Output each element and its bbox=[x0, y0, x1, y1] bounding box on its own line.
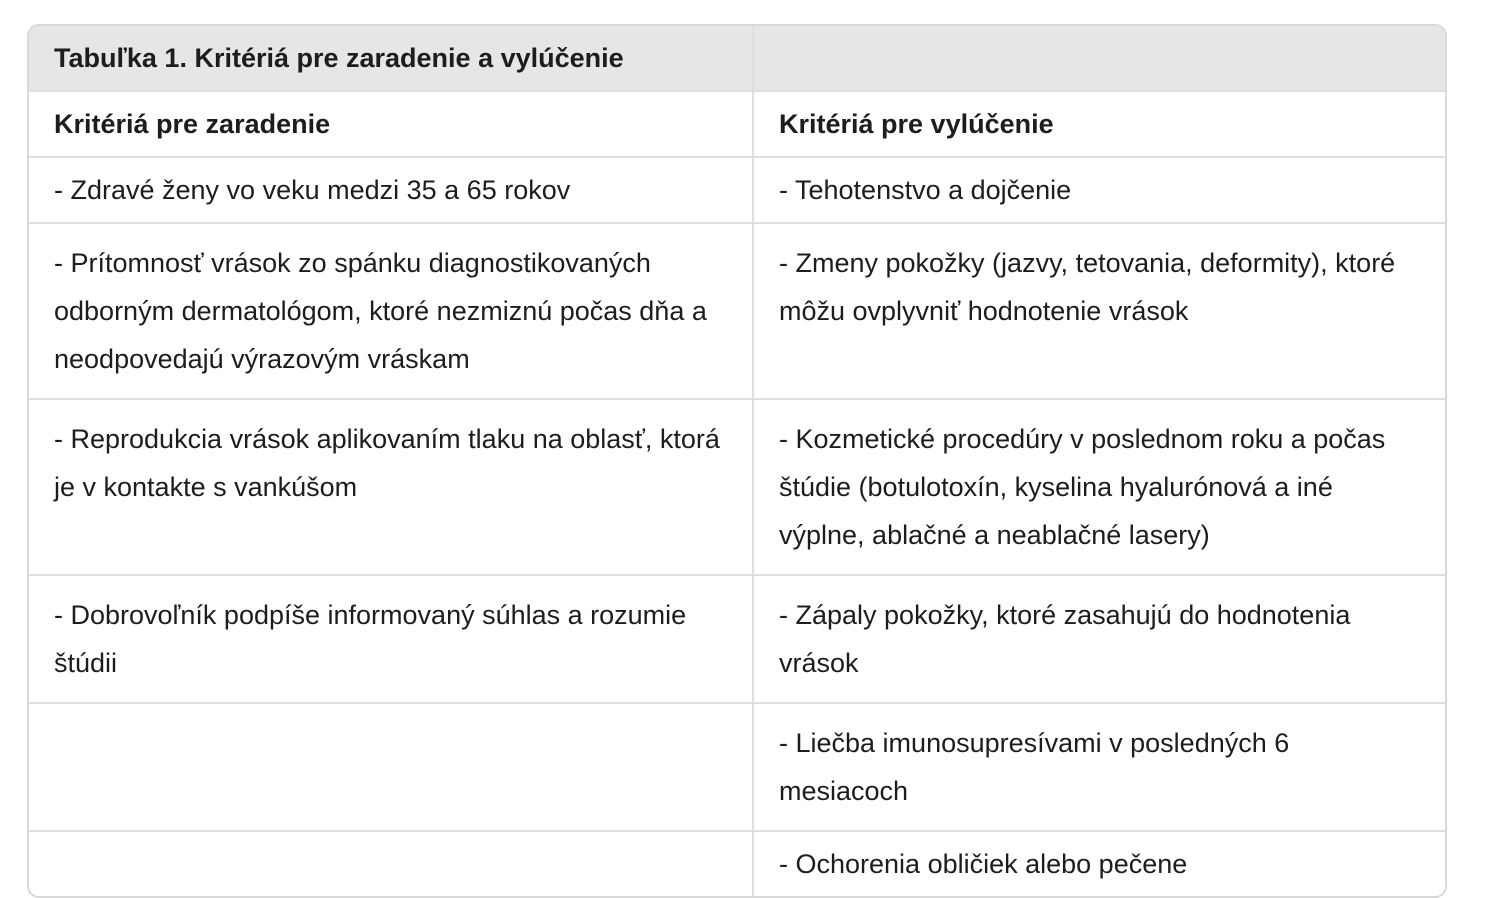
column-header-exclusion: Kritériá pre vylúčenie bbox=[753, 91, 1445, 157]
table-row bbox=[29, 831, 1445, 896]
inclusion-cell bbox=[29, 703, 753, 831]
inclusion-cell: - Reprodukcia vrások aplikovaním tlaku na oblasť, ktorá je v kontakte s vankúšom bbox=[29, 399, 753, 575]
exclusion-cell: - Zápaly pokožky, ktoré zasahujú do hodnotenia vrások bbox=[753, 575, 1445, 703]
inclusion-cell: - Zdravé ženy vo veku medzi 35 a 65 rokov bbox=[29, 157, 753, 223]
exclusion-cell: - Liečba imunosupresívami v posledných 6 mesiacoch bbox=[753, 703, 1445, 831]
exclusion-cell: - Ochorenia obličiek alebo pečene bbox=[779, 849, 1188, 879]
exclusion-cell: - Tehotenstvo a dojčenie bbox=[753, 157, 1445, 223]
table-row bbox=[29, 157, 1445, 223]
criteria-table bbox=[27, 24, 1447, 898]
criteria-table-grid bbox=[29, 26, 1445, 896]
inclusion-cell bbox=[29, 831, 753, 896]
column-header-row bbox=[29, 91, 1445, 157]
table-row bbox=[29, 399, 1445, 575]
column-header-inclusion: Kritériá pre zaradenie bbox=[29, 91, 753, 157]
table-row bbox=[29, 223, 1445, 399]
inclusion-cell: - Dobrovoľník podpíše informovaný súhlas a rozumie štúdii bbox=[29, 575, 753, 703]
table-row bbox=[29, 703, 1445, 831]
inclusion-cell: - Prítomnosť vrások zo spánku diagnostikovaných odborným dermatológom, ktoré nezmiznú počas dňa a neodpovedajú výrazovým vráskam bbox=[29, 223, 753, 399]
table-caption-empty-cell bbox=[753, 26, 1445, 91]
exclusion-cell: - Zmeny pokožky (jazvy, tetovania, deformity), ktoré môžu ovplyvniť hodnotenie vrások bbox=[753, 223, 1445, 399]
exclusion-cell: - Kozmetické procedúry v poslednom roku a počas štúdie (botulotoxín, kyselina hyalurónová a iné výplne, ablačné a neablačné lasery) bbox=[753, 399, 1445, 575]
table-caption: Tabuľka 1. Kritériá pre zaradenie a vylúčenie bbox=[29, 26, 753, 91]
table-caption-row bbox=[29, 26, 1445, 91]
table-row bbox=[29, 575, 1445, 703]
